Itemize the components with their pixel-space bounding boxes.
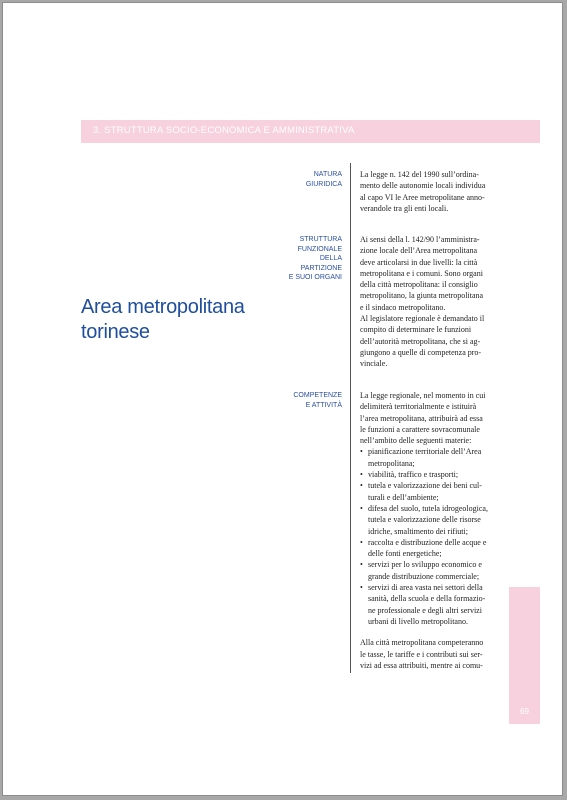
margin-label-natura-giuridica: NATURA GIURIDICA bbox=[305, 171, 342, 188]
paragraph-struttura-funzionale bbox=[360, 234, 518, 370]
text-line: La legge n. 142 del 1990 sull’ordina- bbox=[360, 170, 479, 179]
text-line: le funzioni a carattere sovracomunale bbox=[360, 424, 480, 434]
text-line: giungono a quelle di competenza pro- bbox=[360, 347, 482, 357]
page-number-tab bbox=[509, 587, 540, 724]
text-line: dell’autorità metropolitana, che si ag- bbox=[360, 336, 481, 346]
section-title bbox=[81, 295, 281, 345]
text-line: compito di determinare le funzioni bbox=[360, 325, 472, 335]
text-line: metropolitana e i comuni. Sono organi bbox=[360, 268, 483, 278]
section-title-line: Area metropolitana bbox=[81, 296, 245, 318]
document-page bbox=[2, 2, 563, 796]
list-item: • servizi di area vasta nei settori della sanità, della scuola e della formazio- ne professionale e degli altri servizi urbani di livello metropolitano. bbox=[360, 582, 518, 627]
chapter-header-band bbox=[81, 120, 540, 143]
margin-label-struttura-funzionale: STRUTTURA FUNZIONALE DELLA PARTIZIONE E SUOI ORGANI bbox=[288, 236, 342, 281]
text-line: le tasse, le tariffe e i contributi sui ser- bbox=[360, 649, 483, 659]
text-line: vinciale. bbox=[360, 359, 388, 369]
paragraph-natura-giuridica bbox=[360, 169, 518, 214]
section-title-line: torinese bbox=[81, 321, 150, 343]
bullet-list bbox=[360, 446, 518, 627]
text-line: zione locale dell’Area metropolitana bbox=[360, 246, 478, 256]
text-line: l’area metropolitana, attribuirà ad essa bbox=[360, 413, 483, 423]
text-line: La legge regionale, nel momento in cui bbox=[360, 391, 486, 400]
page-number: 69 bbox=[520, 707, 529, 716]
list-item: • viabilità, traffico e trasporti; bbox=[360, 469, 518, 480]
text-line: delimiterà territorialmente e istituirà bbox=[360, 402, 477, 412]
text-line: vizi ad essa attribuiti, mentre ai comu- bbox=[360, 660, 483, 670]
text-line: Al legislatore regionale è demandato il bbox=[360, 314, 485, 324]
list-item: • tutela e valorizzazione dei beni cul- turali e dell’ambiente; bbox=[360, 480, 518, 503]
list-item: • difesa del suolo, tutela idrogeologica, tutela e valorizzazione delle risorse idriche, smaltimento dei rifiuti; bbox=[360, 503, 518, 537]
paragraph-spacer bbox=[360, 627, 518, 637]
list-item: • pianificazione territoriale dell’Area metropolitana; bbox=[360, 446, 518, 469]
text-line: al capo VI le Aree metropolitane anno- bbox=[360, 192, 485, 202]
text-line: verandole tra gli enti locali. bbox=[360, 203, 449, 213]
text-line: Alla città metropolitana competeranno bbox=[360, 638, 484, 648]
column-divider bbox=[350, 163, 351, 673]
text-line: nell’ambito delle seguenti materie: bbox=[360, 436, 472, 446]
list-item: • raccolta e distribuzione delle acque e delle fonti energetiche; bbox=[360, 537, 518, 560]
paragraph-competenze bbox=[360, 390, 518, 671]
text-line: e il sindaco metropolitano. bbox=[360, 302, 446, 312]
text-line: deve articolarsi in due livelli: la città bbox=[360, 257, 478, 267]
margin-label-competenze: COMPETENZE E ATTIVITÀ bbox=[293, 392, 342, 409]
text-line: mento delle autonomie locali individua bbox=[360, 181, 486, 191]
text-line: Ai sensi della l. 142/90 l’amministra- bbox=[360, 235, 480, 244]
text-line: della città metropolitana: il consiglio bbox=[360, 280, 478, 290]
list-item: • servizi per lo sviluppo economico e grande distribuzione commerciale; bbox=[360, 559, 518, 582]
chapter-header-title: 3. STRUTTURA SOCIO-ECONOMICA E AMMINISTRATIVA bbox=[93, 125, 355, 136]
text-line: metropolitano, la giunta metropolitana bbox=[360, 291, 484, 301]
